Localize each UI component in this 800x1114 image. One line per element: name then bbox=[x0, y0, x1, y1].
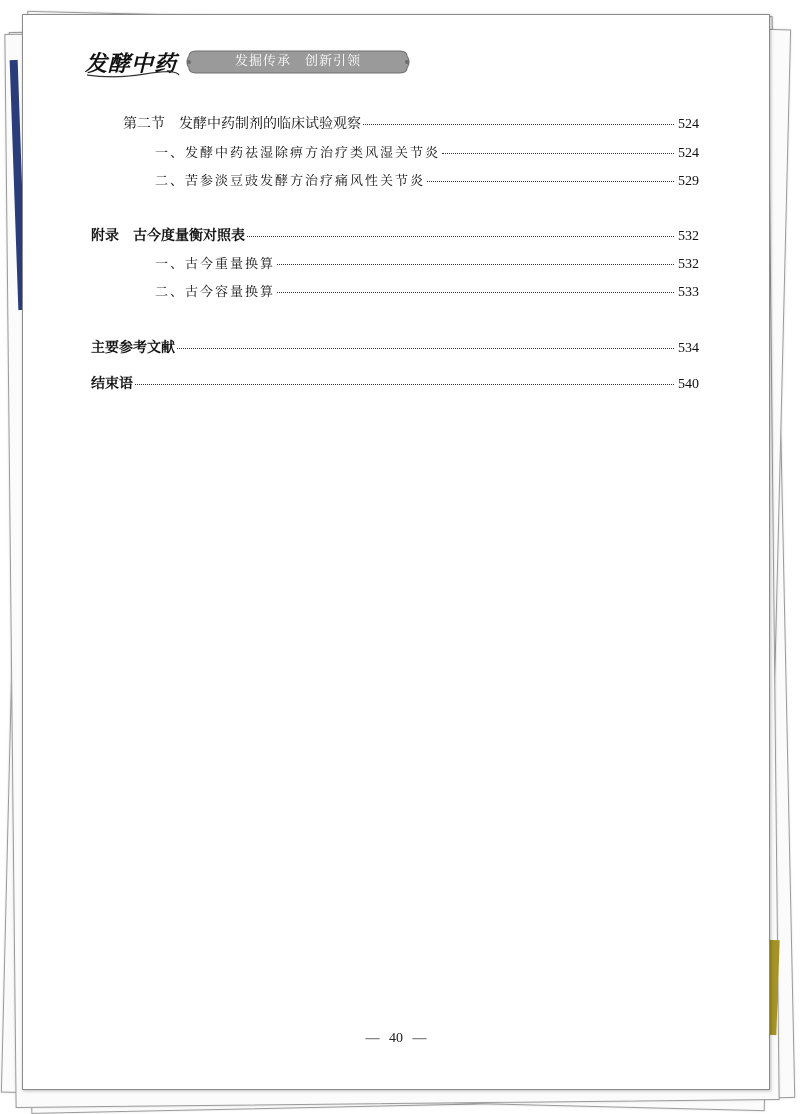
toc-entry-appendix-sub-2[interactable] bbox=[155, 281, 699, 301]
toc-entry-page: 534 bbox=[678, 341, 699, 356]
toc-entry-title: 第二节 发酵中药制剂的临床试验观察 bbox=[123, 116, 361, 132]
leader-dots bbox=[363, 124, 674, 125]
toc-entry-title: 一、古今重量换算 bbox=[155, 257, 276, 272]
document-page bbox=[22, 14, 770, 1090]
toc-entry-page: 532 bbox=[678, 229, 699, 244]
leader-dots bbox=[135, 384, 674, 385]
toc-entry-title: 二、苦参淡豆豉发酵方治疗痛风性关节炎 bbox=[155, 174, 426, 189]
toc-entry-appendix-sub-1[interactable] bbox=[155, 253, 699, 273]
leader-dots bbox=[442, 153, 674, 154]
toc-entry-title: 主要参考文献 bbox=[91, 340, 175, 356]
page-number: 40 bbox=[389, 1031, 403, 1046]
toc-entry-title: 附录 古今度量衡对照表 bbox=[91, 228, 245, 244]
toc-entry-section-2[interactable] bbox=[123, 113, 699, 133]
book-title: 发酵中药 bbox=[85, 51, 178, 77]
toc-entry-title: 结束语 bbox=[91, 376, 133, 392]
toc-entry-page: 533 bbox=[678, 285, 699, 300]
motto-text: 发掘传承 创新引领 bbox=[234, 54, 361, 69]
toc-entry-page: 524 bbox=[678, 117, 699, 132]
toc-entry-sub-1[interactable] bbox=[155, 142, 699, 162]
page-footer bbox=[23, 1031, 769, 1047]
toc-entry-title: 二、古今容量换算 bbox=[155, 285, 276, 300]
toc-entry-sub-2[interactable] bbox=[155, 170, 699, 190]
footer-dash-right: — bbox=[412, 1031, 427, 1046]
toc-entry-page: 540 bbox=[678, 377, 699, 392]
toc-entry-page: 529 bbox=[678, 174, 699, 189]
leader-dots bbox=[277, 292, 674, 293]
table-of-contents bbox=[23, 15, 769, 1089]
toc-entry-appendix[interactable] bbox=[91, 225, 699, 245]
toc-entry-title: 一、发酵中药祛湿除痹方治疗类风湿关节炎 bbox=[155, 146, 441, 161]
leader-dots bbox=[247, 236, 674, 237]
toc-entry-references[interactable] bbox=[91, 337, 699, 357]
leader-dots bbox=[427, 181, 674, 182]
leader-dots bbox=[277, 264, 674, 265]
toc-entry-page: 524 bbox=[678, 146, 699, 161]
toc-entry-conclusion[interactable] bbox=[91, 373, 699, 393]
toc-entry-page: 532 bbox=[678, 257, 699, 272]
footer-dash-left: — bbox=[365, 1031, 380, 1046]
leader-dots bbox=[177, 348, 674, 349]
